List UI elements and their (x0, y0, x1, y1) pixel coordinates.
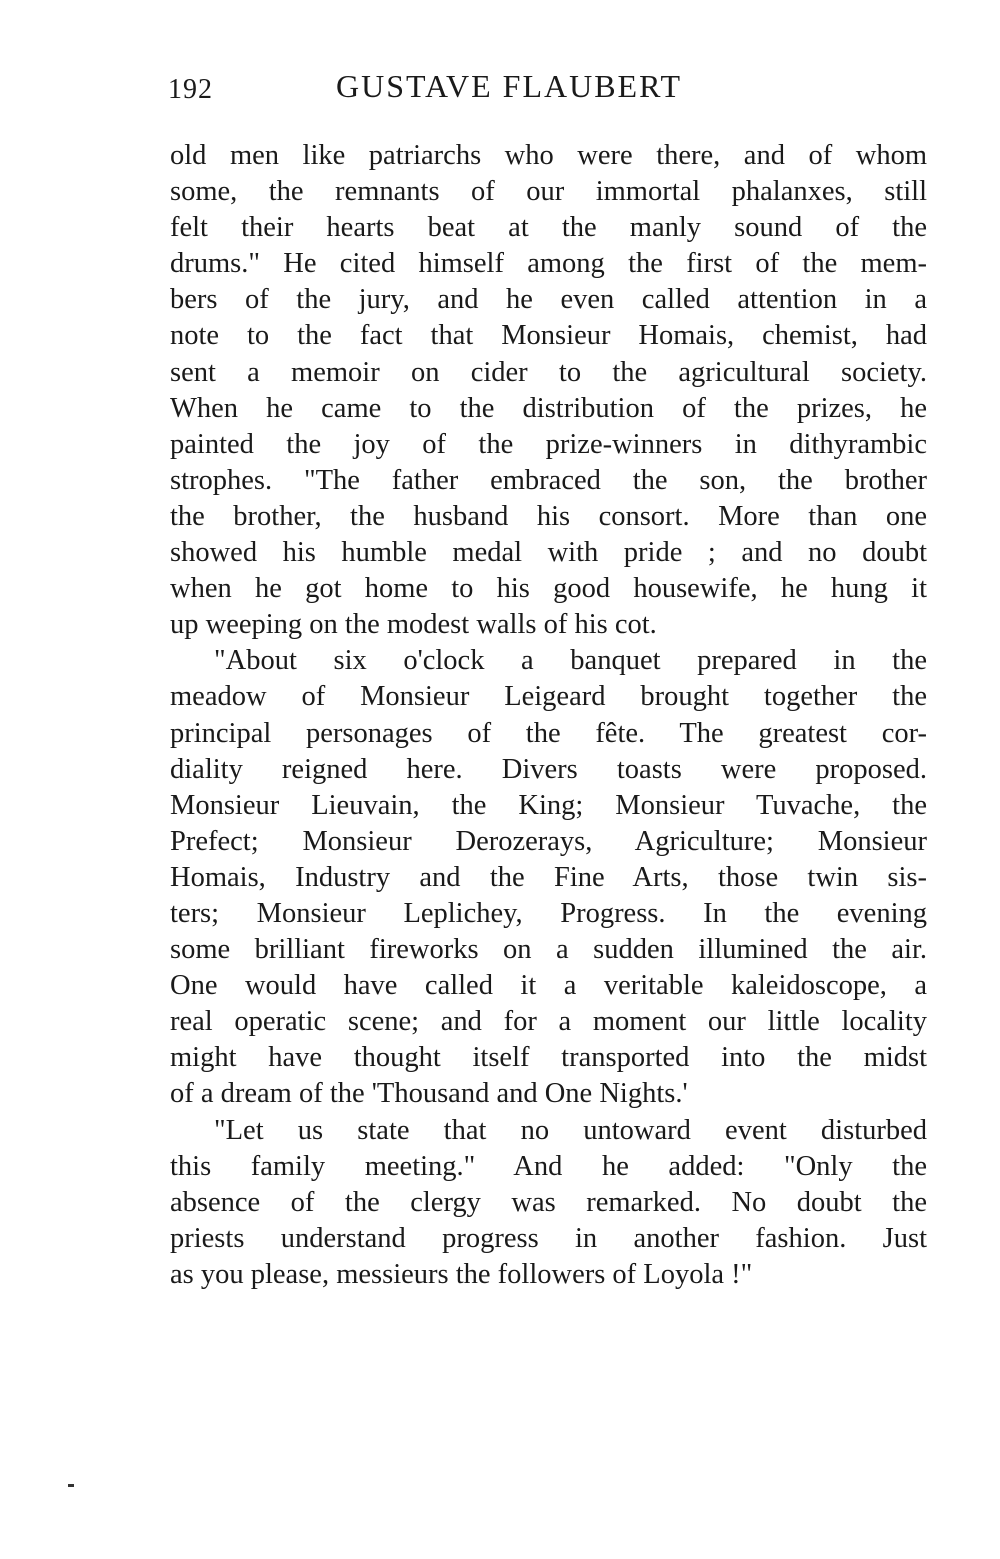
text-line: as you please, messieurs the followers of Loyola !" (170, 1258, 753, 1290)
text-line: principal personages of the fête. The greatest cor- (170, 717, 927, 749)
paragraph-2 (170, 643, 927, 1112)
text-line: note to the fact that Monsieur Homais, chemist, had (170, 320, 927, 352)
text-line: showed his humble medal with pride ; and no doubt (170, 537, 927, 569)
text-line: up weeping on the modest walls of his cot. (170, 609, 657, 641)
text-line: "Let us state that no untoward event disturbed (214, 1114, 927, 1146)
paragraph-1 (170, 138, 927, 643)
text-line: absence of the clergy was remarked. No doubt the (170, 1186, 927, 1218)
text-line: drums." He cited himself among the first of the mem- (170, 248, 927, 280)
text-line: Homais, Industry and the Fine Arts, those twin sis- (170, 861, 927, 893)
text-line: of a dream of the 'Thousand and One Nights.' (170, 1078, 688, 1110)
text-line: When he came to the distribution of the prizes, he (170, 392, 927, 424)
text-line: Prefect; Monsieur Derozerays, Agriculture; Monsieur (170, 825, 927, 857)
text-line: meadow of Monsieur Leigeard brought together the (170, 681, 927, 713)
scan-speck (68, 1484, 74, 1487)
text-line: sent a memoir on cider to the agricultural society. (170, 356, 927, 388)
text-line: priests understand progress in another fashion. Just (170, 1222, 927, 1254)
text-line: ters; Monsieur Leplichey, Progress. In the evening (170, 897, 927, 929)
text-line: strophes. "The father embraced the son, the brother (170, 464, 927, 496)
text-line: when he got home to his good housewife, he hung it (170, 573, 927, 605)
text-line: Monsieur Lieuvain, the King; Monsieur Tuvache, the (170, 789, 927, 821)
body-text (170, 138, 927, 1293)
text-line: painted the joy of the prize-winners in dithyrambic (170, 428, 927, 460)
text-line: real operatic scene; and for a moment our little locality (170, 1006, 927, 1038)
page-header (168, 68, 768, 108)
text-line: felt their hearts beat at the manly sound of the (170, 212, 927, 244)
running-title: GUSTAVE FLAUBERT (336, 68, 683, 104)
text-line: some brilliant fireworks on a sudden illumined the air. (170, 934, 927, 966)
text-line: this family meeting." And he added: "Only the (170, 1150, 927, 1182)
paragraph-3 (170, 1113, 927, 1293)
text-line: might have thought itself transported into the midst (170, 1042, 927, 1074)
text-line: bers of the jury, and he even called attention in a (170, 284, 927, 316)
page-number: 192 (168, 74, 213, 105)
text-line: old men like patriarchs who were there, and of whom (170, 140, 927, 171)
text-line: diality reigned here. Divers toasts were proposed. (170, 753, 927, 785)
text-line: "About six o'clock a banquet prepared in the (214, 645, 927, 677)
text-line: some, the remnants of our immortal phalanxes, still (170, 176, 927, 208)
text-line: One would have called it a veritable kaleidoscope, a (170, 970, 927, 1002)
text-line: the brother, the husband his consort. More than one (170, 500, 927, 532)
